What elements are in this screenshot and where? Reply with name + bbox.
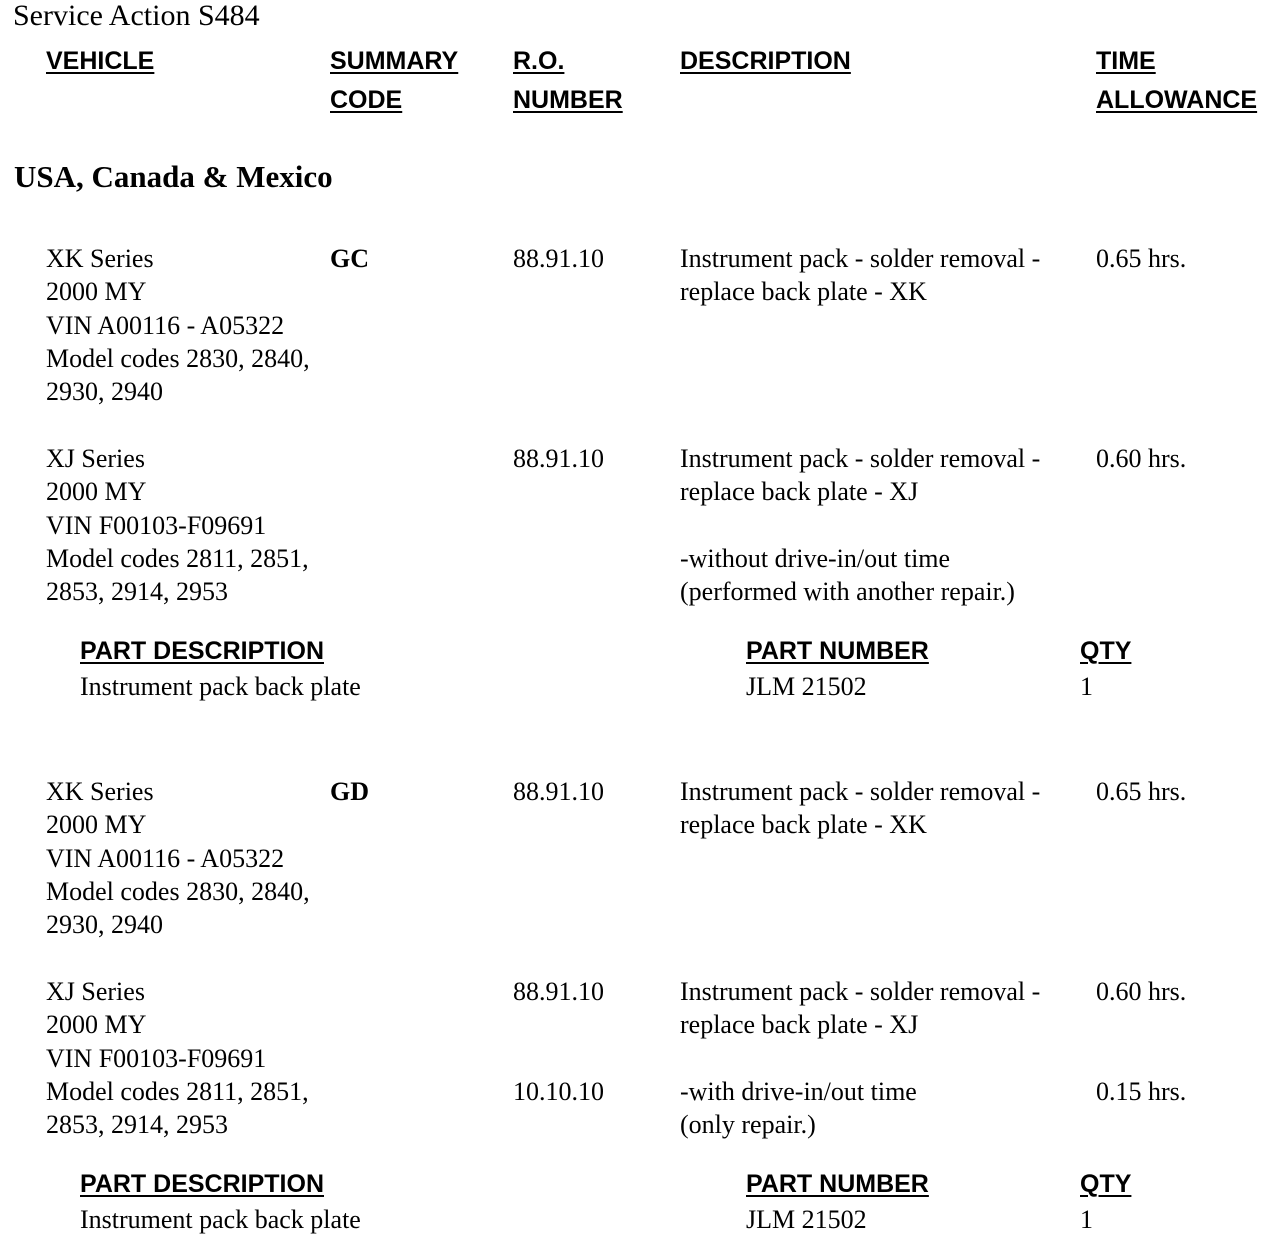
vehicle-cell: XK Series 2000 MY VIN A00116 - A05322 Model codes 2830, 2840, 2930, 2940 [46, 777, 310, 940]
time-allowance-cell: 0.65 hrs. [1096, 244, 1187, 273]
header-vehicle: VEHICLE [46, 47, 155, 75]
page-title: Service Action S484 [13, 0, 260, 32]
summary-code: GD [330, 777, 369, 806]
vehicle-cell: XJ Series 2000 MY VIN F00103-F09691 Model codes 2811, 2851, 2853, 2914, 2953 [46, 977, 309, 1140]
description-cell: Instrument pack - solder removal - replace back plate - XK [680, 244, 1041, 307]
header-time-allowance: TIME ALLOWANCE [1096, 47, 1258, 114]
time-allowance-cell: 0.60 hrs. 0.15 hrs. [1096, 977, 1187, 1106]
time-allowance-cell: 0.65 hrs. [1096, 777, 1187, 806]
description-cell: Instrument pack - solder removal - replace back plate - XJ -with drive-in/out time (only repair.) [680, 977, 1041, 1140]
part-description-value: Instrument pack back plate [80, 672, 361, 701]
region-heading: USA, Canada & Mexico [14, 159, 333, 194]
header-ro-number: R.O. NUMBER [513, 47, 623, 114]
part-number-header: PART NUMBER [746, 637, 929, 665]
ro-number-cell: 88.91.10 [513, 244, 604, 273]
header-description: DESCRIPTION [680, 47, 851, 75]
ro-number-cell: 88.91.10 10.10.10 [513, 977, 604, 1106]
vehicle-cell: XK Series 2000 MY VIN A00116 - A05322 Model codes 2830, 2840, 2930, 2940 [46, 244, 310, 407]
part-description-header: PART DESCRIPTION [80, 1170, 324, 1198]
qty-value: 1 [1080, 672, 1093, 701]
part-number-value: JLM 21502 [746, 672, 867, 701]
part-number-header: PART NUMBER [746, 1170, 929, 1198]
qty-header: QTY [1080, 1170, 1132, 1198]
qty-header: QTY [1080, 637, 1132, 665]
ro-number-cell: 88.91.10 [513, 777, 604, 806]
ro-number-cell: 88.91.10 [513, 444, 604, 473]
part-description-header: PART DESCRIPTION [80, 637, 324, 665]
part-description-value: Instrument pack back plate [80, 1205, 361, 1234]
summary-code: GC [330, 244, 369, 273]
vehicle-cell: XJ Series 2000 MY VIN F00103-F09691 Model codes 2811, 2851, 2853, 2914, 2953 [46, 444, 309, 607]
qty-value: 1 [1080, 1205, 1093, 1234]
description-cell: Instrument pack - solder removal - replace back plate - XJ -without drive-in/out time (performed with another repair.) [680, 444, 1041, 607]
header-summary-code: SUMMARY CODE [330, 47, 459, 114]
part-number-value: JLM 21502 [746, 1205, 867, 1234]
time-allowance-cell: 0.60 hrs. [1096, 444, 1187, 473]
description-cell: Instrument pack - solder removal - replace back plate - XK [680, 777, 1041, 840]
